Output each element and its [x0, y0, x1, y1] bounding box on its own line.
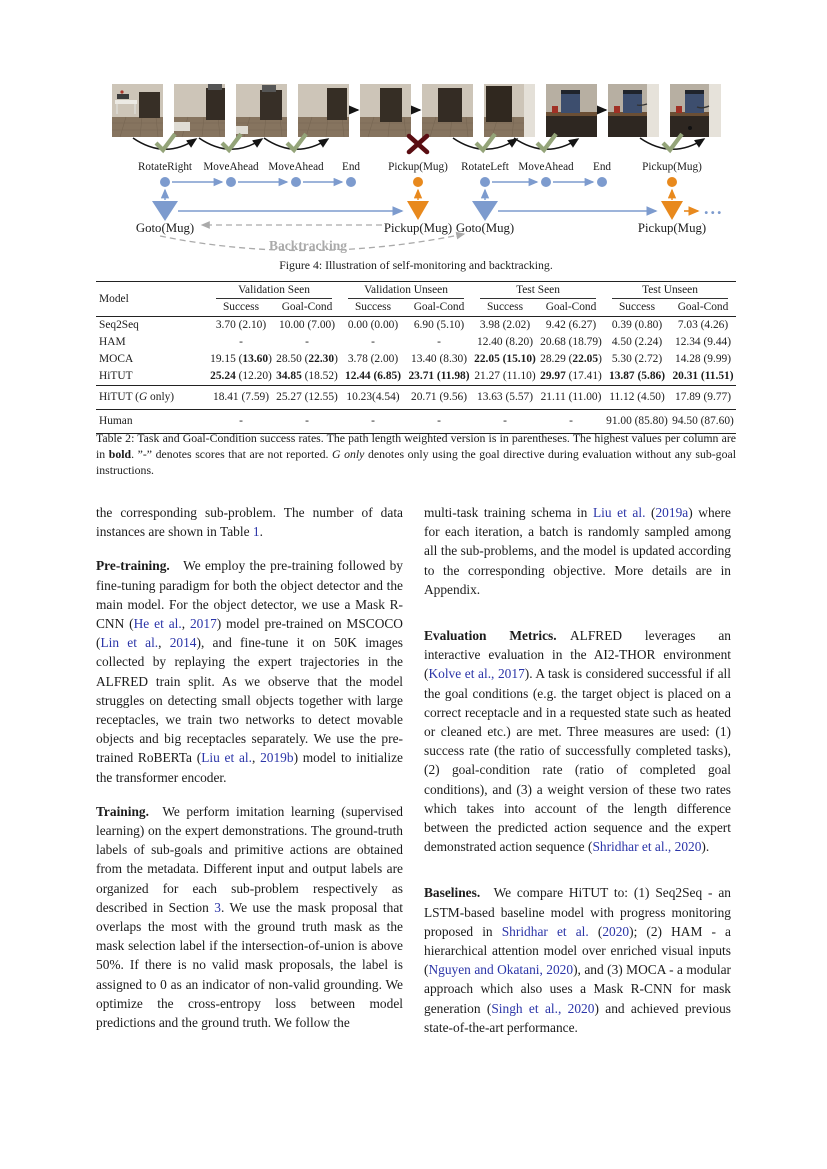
metric-cell: 5.30 (2.72) [611, 353, 663, 365]
action-label: Pickup(Mug) [388, 161, 448, 173]
column-group-test-unseen: Test Unseen [604, 282, 736, 300]
figure-4-diagram [96, 84, 736, 270]
metric-cell: 7.03 (4.26) [677, 319, 729, 331]
subgoal-nodes [152, 190, 698, 221]
env-frame-4 [298, 84, 349, 137]
model-name: Human [96, 410, 208, 434]
metric-cell: 91.00 (85.80) [604, 410, 670, 434]
metric-cell: - [406, 410, 472, 434]
metric-cell: 6.90 (5.10) [413, 319, 465, 331]
metric-cell: - [305, 336, 309, 348]
column-header-model: Model [96, 282, 208, 317]
metric-cell: 14.28 (9.99) [675, 353, 731, 365]
subheader-success: Success [340, 299, 406, 317]
metric-cell: - [274, 410, 340, 434]
metric-cell: 12.40 (8.20) [477, 336, 533, 348]
model-name: MOCA [99, 353, 134, 365]
backtracking-label: Backtracking [268, 238, 348, 253]
subheader-goalcond: Goal-Cond [538, 299, 604, 317]
action-label: MoveAhead [268, 161, 324, 173]
metric-cell: - [538, 410, 604, 434]
metric-cell: 28.29 (22.05) [540, 353, 602, 365]
metric-cell: 11.12 (4.50) [604, 386, 670, 410]
metric-cell: 0.39 (0.80) [611, 319, 663, 331]
metric-cell: 20.31 (11.51) [672, 370, 734, 382]
env-frame-9 [608, 84, 659, 137]
subgoal-label: Pickup(Mug) [383, 221, 453, 235]
metric-cell: 12.44 (6.85) [345, 370, 401, 382]
env-frame-7 [484, 84, 535, 137]
metric-cell: 13.63 (5.57) [472, 386, 538, 410]
table-row [96, 351, 736, 368]
metric-cell: 20.71 (9.56) [406, 386, 472, 410]
subheader-goalcond: Goal-Cond [406, 299, 472, 317]
results-table-body [96, 317, 736, 434]
model-name: HiTUT (G only) [96, 386, 208, 410]
subgoal-label: Pickup(Mug) [637, 221, 707, 235]
env-frame-8 [546, 84, 597, 137]
action-label: MoveAhead [203, 161, 259, 173]
metric-cell: 10.00 (7.00) [279, 319, 335, 331]
env-frame-6 [422, 84, 473, 137]
action-label: End [592, 161, 612, 173]
paragraph-baselines: Baselines. We compare HiTUT to: (1) Seq2Seq - an LSTM-based baseline model with progress monitoring proposed in Shridhar et al. (2020); (2) HAM - a hierarchical attention model over enriched visual inputs (Nguyen and Okatani, 2020), and (3) MOCA - a modular approach which also uses a Mask R-CNN for mask generation (Singh et al., 2020) and achieved previous state-of-the-art performance. [424, 885, 731, 1035]
paragraph-multitask: multi-task training schema in Liu et al. (2019a) where for each iteration, a batch is randomly sampled among all the sub-problems, and the model is updated according to the corresponding objective. More details are in Appendix. [424, 505, 731, 597]
paragraph-evaluation-metrics: Evaluation Metrics. ALFRED leverages an interactive evaluation in the AI2-THOR environment (Kolve et al., 2017). A task is considered successful if all the goal conditions (e.g. the target object is placed on a correct receptacle and in a requested state such as heated or cleaned etc.) are met. Three measures are used: (1) success rate (the ratio of successfully completed tasks), (2) goal-condition rate (ratio of completed goal conditions), and (3) a weight version of these two rates which takes into account of the length difference between the predicted action sequence and the expert demonstrated action sequence (Shridhar et al., 2020). [424, 628, 732, 855]
metric-cell: 21.27 (11.10) [474, 370, 536, 382]
env-frame-1 [112, 84, 163, 137]
metric-cell: 17.89 (9.77) [670, 386, 736, 410]
table-row [96, 368, 736, 386]
subheader-success: Success [472, 299, 538, 317]
action-label: Pickup(Mug) [642, 161, 702, 173]
model-name: HiTUT [99, 370, 133, 382]
paragraph-training: Training. We perform imitation learning (supervised learning) on the expert demonstrations. The ground-truth labels of sub-goals and primitive actions are obtained from the metadata. Different input and output labels are organized for each sub-problem respectively as described in Section 3. We use the mask proposal that overlaps the most with the ground truth mask as the mask selection label if the intersection-of-union is above 50%. If there is no valid mask proposals, the label is assigned to 0 as an indicator of non-valid grounding. We optimize the cross-entropy loss between model predictions and the ground truth. We follow the [96, 803, 403, 1031]
subheader-goalcond: Goal-Cond [670, 299, 736, 317]
left-column [96, 503, 403, 1032]
env-frame-2 [174, 84, 225, 137]
env-frame-3 [236, 84, 287, 137]
right-column [424, 503, 731, 1037]
figure-caption: Figure 4: Illustration of self-monitoring and backtracking. [279, 258, 553, 272]
metric-cell: 94.50 (87.60) [670, 410, 736, 434]
results-table-wrap [96, 281, 736, 434]
column-group-test-seen: Test Seen [472, 282, 604, 300]
action-label: RotateRight [137, 161, 193, 173]
table-row [96, 317, 736, 335]
env-frame-5 [360, 84, 411, 137]
failure-cross-icon [409, 136, 427, 152]
table-row [96, 386, 736, 410]
results-table [96, 281, 736, 434]
column-group-validation-unseen: Validation Unseen [340, 282, 472, 300]
metric-cell: 18.41 (7.59) [208, 386, 274, 410]
metric-cell: - [340, 410, 406, 434]
metric-cell: - [371, 336, 375, 348]
metric-cell: 13.87 (5.86) [609, 370, 665, 382]
metric-cell: 13.40 (8.30) [411, 353, 467, 365]
metric-cell: - [472, 410, 538, 434]
table-row [96, 334, 736, 351]
metric-cell: 12.34 (9.44) [675, 336, 731, 348]
model-name: Seq2Seq [99, 319, 139, 331]
subheader-goalcond: Goal-Cond [274, 299, 340, 317]
action-nodes [160, 177, 677, 187]
metric-cell: 19.15 (13.60) [210, 353, 272, 365]
subgoal-label: Goto(Mug) [135, 221, 195, 235]
metric-cell: 21.11 (11.00) [538, 386, 604, 410]
metric-cell: 29.97 (17.41) [540, 370, 602, 382]
metric-cell: 3.98 (2.02) [479, 319, 531, 331]
model-name: HAM [99, 336, 126, 348]
column-group-validation-seen: Validation Seen [208, 282, 340, 300]
paragraph-continuation: the corresponding sub-problem. The number of data instances are shown in Table 1. [96, 505, 403, 540]
subheader-success: Success [208, 299, 274, 317]
action-label: MoveAhead [518, 161, 574, 173]
metric-cell: 9.42 (6.27) [545, 319, 597, 331]
env-frame-10 [670, 84, 721, 137]
metric-cell: 3.78 (2.00) [347, 353, 399, 365]
metric-cell: 25.27 (12.55) [274, 386, 340, 410]
metric-cell: - [437, 336, 441, 348]
metric-cell: 10.23(4.54) [340, 386, 406, 410]
metric-cell: 22.05 (15.10) [474, 353, 536, 365]
figure-4-svg [96, 84, 736, 270]
continuation-ellipsis: ... [704, 198, 724, 218]
table-caption: Table 2: Task and Goal-Condition success rates. The path length weighted version is in parentheses. The highest values per column are in bold. ”-” denotes scores that are not reported. G only denotes only using the goal directive during evaluation without any sub-goal instructions. [96, 431, 736, 477]
paragraph-pretraining: Pre-training. We employ the pre-training followed by fine-tuning paradigm for both the object detector and the main model. For the object detector, we use a Mask R-CNN (He et al., 2017) model pre-trained on MSCOCO (Lin et al., 2014), and fine-tune it on 50K images collected by replaying the expert trajectories in the ALFRED train split. As we observe that the model struggles on detecting small objects together with large receptacles, we train two networks to detect movable objects and big receptacles separately. We use the pre-trained RoBERTa (Liu et al., 2019b) model to initialize the transformer encoder. [96, 558, 404, 785]
metric-cell: 20.68 (18.79) [540, 336, 602, 348]
action-label: RotateLeft [461, 161, 509, 173]
metric-cell: 3.70 (2.10) [215, 319, 267, 331]
metric-cell: 0.00 (0.00) [347, 319, 399, 331]
metric-cell: - [208, 410, 274, 434]
subheader-success: Success [604, 299, 670, 317]
metric-cell: 28.50 (22.30) [276, 353, 338, 365]
subgoal-label: Goto(Mug) [455, 221, 515, 235]
metric-cell: 25.24 (12.20) [210, 370, 272, 382]
metric-cell: - [239, 336, 243, 348]
action-label: End [341, 161, 361, 173]
metric-cell: 4.50 (2.24) [611, 336, 663, 348]
metric-cell: 34.85 (18.52) [276, 370, 338, 382]
metric-cell: 23.71 (11.98) [408, 370, 470, 382]
